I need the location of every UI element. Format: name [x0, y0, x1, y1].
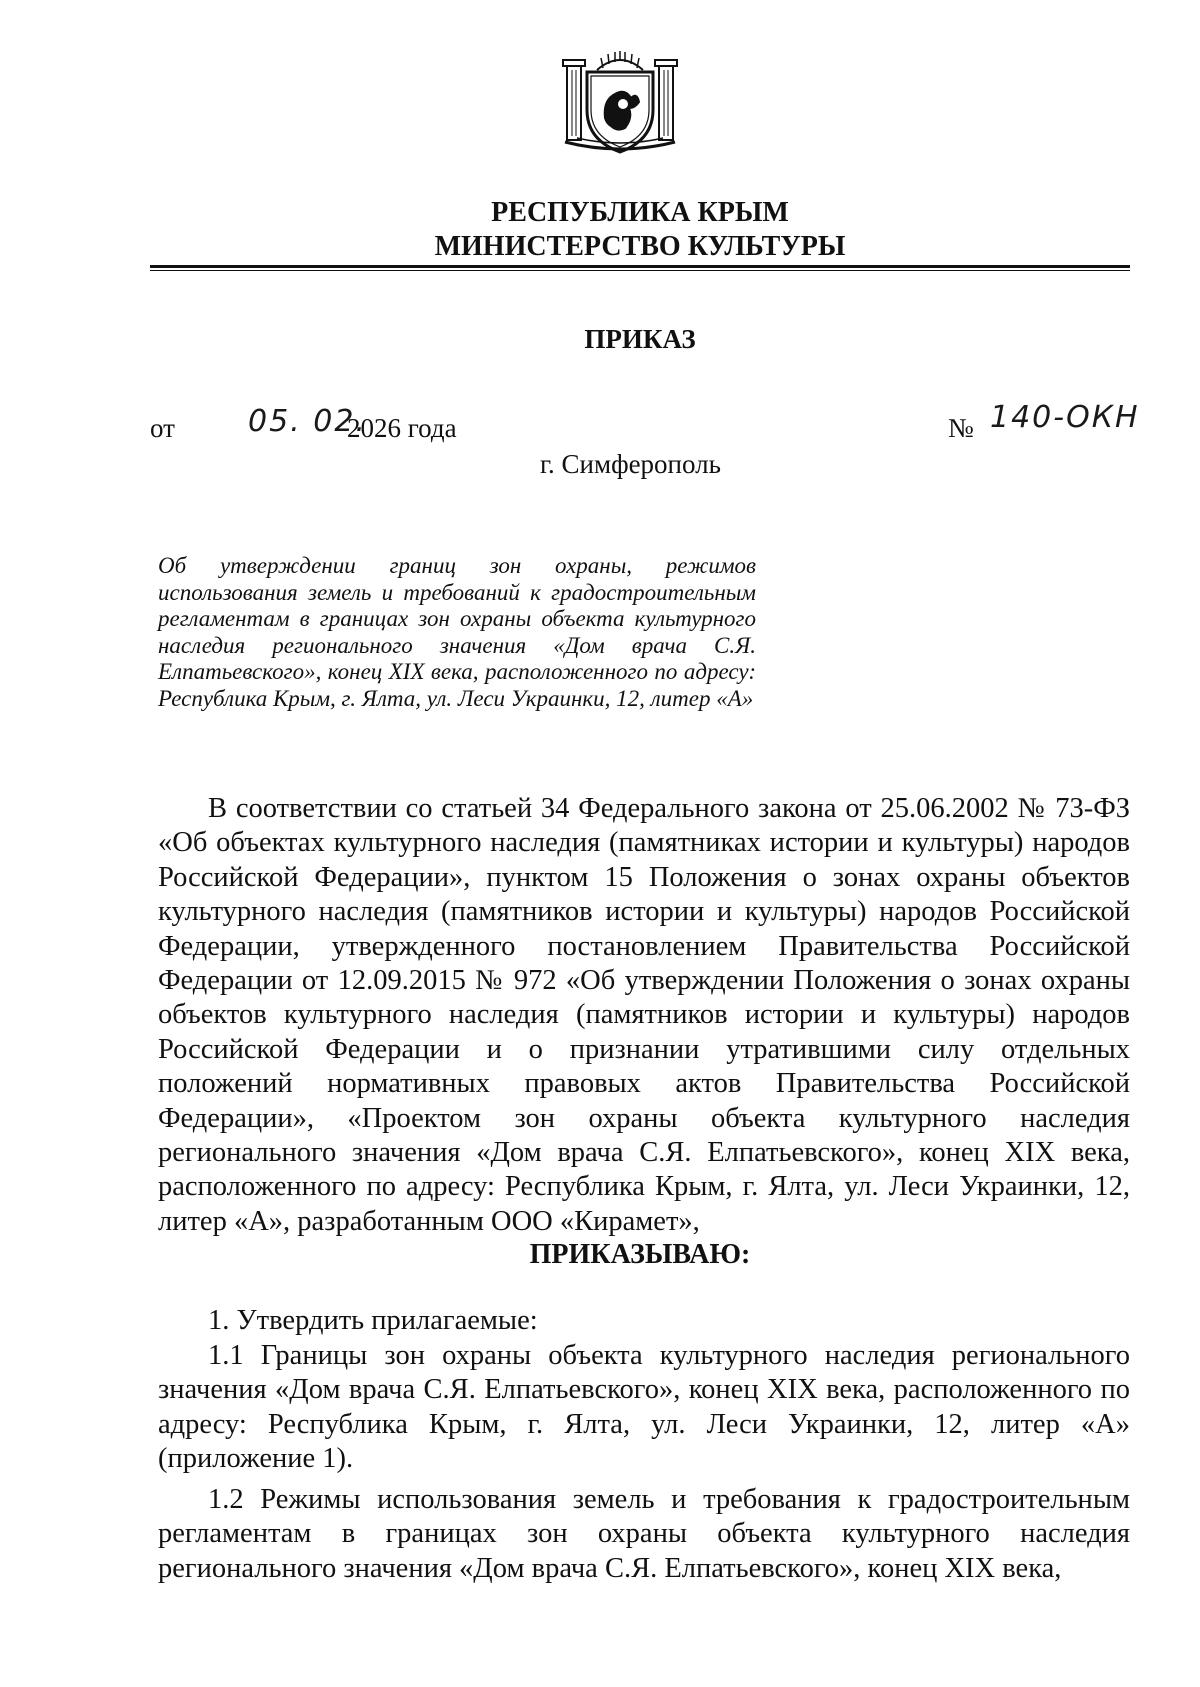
- city: г. Симферополь: [540, 449, 721, 479]
- item-1-1: 1.1 Границы зон охраны объекта культурного наследия регионального значения «Дом врача С.Я. Елпатьевского», конец XIX века, расположенного по адресу: Республика Крым, г. Ялта, ул. Леси Украинки, 12, литер «А» (приложение 1).: [158, 1340, 1130, 1475]
- handwritten-number: 140-ОКН: [990, 400, 1140, 435]
- header-ministry: МИНИСТЕРСТВО КУЛЬТУРЫ: [434, 231, 846, 262]
- coat-of-arms-emblem: [555, 48, 685, 156]
- header-divider-thin: [150, 270, 1130, 271]
- handwritten-date: 05. 02.: [248, 404, 367, 439]
- header-divider: [150, 265, 1130, 268]
- item-1-2: 1.2 Режимы использования земель и требования к градостроительным регламентам в границах зон охраны объекта культурного наследия регионального значения «Дом врача С.Я. Елпатьевского», конец XIX века,: [158, 1484, 1130, 1584]
- order-directive-heading: ПРИКАЗЫВАЮ:: [529, 1239, 751, 1270]
- date-year: 2026 года: [347, 413, 457, 443]
- preamble-paragraph: В соответствии со статьей 34 Федерального закона от 25.06.2002 № 73-ФЗ «Об объектах культурного наследия (памятниках истории и культуры) народов Российской Федерации», пунктом 15 Положения о зонах охраны объектов культурного наследия (памятников истории и культуры) народов Российской Федерации, утвержденного постановлением Правительства Российской Федерации от 12.09.2015 № 972 «Об утверждении Положения о зонах охраны объектов культурного наследия (памятников истории и культуры) народов Российской Федерации и о признании утратившими силу отдельных положений нормативных правовых актов Правительства Российской Федерации», «Проектом зон охраны объекта культурного наследия регионального значения «Дом врача С.Я. Елпатьевского», конец XIX века, расположенного по адресу: Республика Крым, г. Ялта, ул. Леси Украинки, 12, литер «А», разработанным ООО «Кирамет»,: [158, 793, 1130, 1237]
- number-prefix: №: [948, 413, 974, 443]
- header-republic: РЕСПУБЛИКА КРЫМ: [491, 197, 789, 228]
- order-subject: Об утверждении границ зон охраны, режимов использования земель и требований к градостроительным регламентам в границах зон охраны объекта культурного наследия регионального значения «Дом врача С.Я. Елпатьевского», конец XIX века, расположенного по адресу: Республика Крым, г. Ялта, ул. Леси Украинки, 12, литер «А»: [158, 553, 756, 711]
- document-type-title: ПРИКАЗ: [584, 324, 696, 354]
- date-prefix: от: [150, 413, 175, 443]
- item-1: 1. Утвердить прилагаемые:: [208, 1305, 538, 1336]
